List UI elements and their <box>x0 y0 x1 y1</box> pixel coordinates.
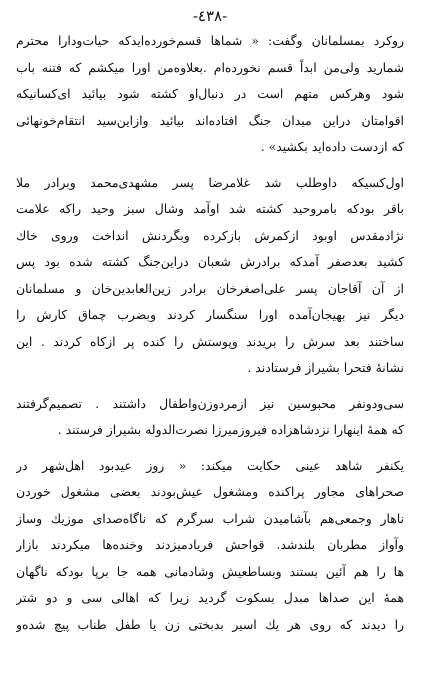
paragraph-2 <box>16 170 404 382</box>
text-line: ها را هم آئين بستند وبساطعيش وشادمانى همه جا برپا بودكه ناگهان <box>16 563 404 579</box>
text-line: از آن آقاجان پسر على‌اصغرخان برادر زين‌العابدين‌خان و مسلمانان <box>16 280 404 296</box>
text-line: شماريد ولى‌من ابداً قسم نخورده‌ام .بعلاوه‌من اورا ميكشم كه فتنه باب <box>16 59 404 75</box>
text-line: نشانهٔ فتحرا بشيراز فرستادند . <box>247 360 404 375</box>
text-line: كه همهٔ اينهارا نزدشاهزاده فيروزميرزا نصرت‌الدوله بشيراز فرستند . <box>57 422 404 437</box>
text-line: ناهار وجمعى‌هم بآشاميدن شراب سرگرم كه ناگاه‌صداى موزيك وساز <box>16 510 404 526</box>
paragraph-1 <box>16 28 404 161</box>
text-line: باقر بودكه بامروحيد كشته شد اوآمد وشال سبز وحيد راكه علامت <box>16 201 404 216</box>
text-line: كه ازدست داده‌ايد بكشيد» . <box>260 139 404 154</box>
text-line: كشيد بعدصفر آمدكه برادرش شعبان دراين‌جنگ كشته شده بود پس <box>16 254 404 269</box>
text-line: نژادمقدس اوبود ازكمرش بازكرده وبگردنش انداخت وروى خاك <box>16 227 404 243</box>
text-line: شود وهركس متهم است در دنبال‌او كشته شود بيائيد اى‌كسانيكه <box>16 86 404 101</box>
text-line: اول‌كسيكه داوطلب شد غلامرضا پسر مشهدى‌محمد وبرادر ملا <box>16 174 404 190</box>
text-line: وآواز مطربان بلندشد. قواحش فريادميزدند وخنده‌ها ميكردند بازار <box>16 537 404 552</box>
text-line: ساختند بعد سرش را بريدند وپوستش را كنده پر ازكاه كردند . اين <box>16 333 404 349</box>
paragraph-3 <box>16 391 404 444</box>
text-line: اقوامتان دراين ميدان جنگ افتاده‌اند بيائيد وازاين‌سيد انتقام‌خونهائى <box>16 112 404 128</box>
text-line: را ديدند كه روى هر يك اسير بدبختى زن يا طفل طناب پيچ شده‌و <box>16 616 404 632</box>
paragraph-4 <box>16 453 404 639</box>
text-line: همهٔ اين صداها مبدل بسكوت گرديد زيرا كه اهالى سى و دو شتر <box>16 590 404 605</box>
text-line: صحراهاى مجاور پراكنده ومشغول عيش‌بودند بعضى مشغول خوردن <box>16 484 404 499</box>
text-line: روكرد بمسلمانان وگفت: « شماها قسم‌خورده‌ايدكه حيات‌ودارا محترم <box>16 33 404 48</box>
text-line: يكنفر شاهد عينى حكايت ميكند: « روز عيدبود اهل‌شهر در <box>16 457 404 473</box>
text-line: سى‌ودونفر محبوسين نيز ازمردوزن‌واطفال داشتند . تصميم‌گرفتند <box>16 395 404 411</box>
text-line: ديگر نيز بهيجان‌آمده اورا سنگسار كردند وبضرب چماق كارش را <box>16 307 404 322</box>
page-number: -٤٣٨- <box>192 7 228 25</box>
